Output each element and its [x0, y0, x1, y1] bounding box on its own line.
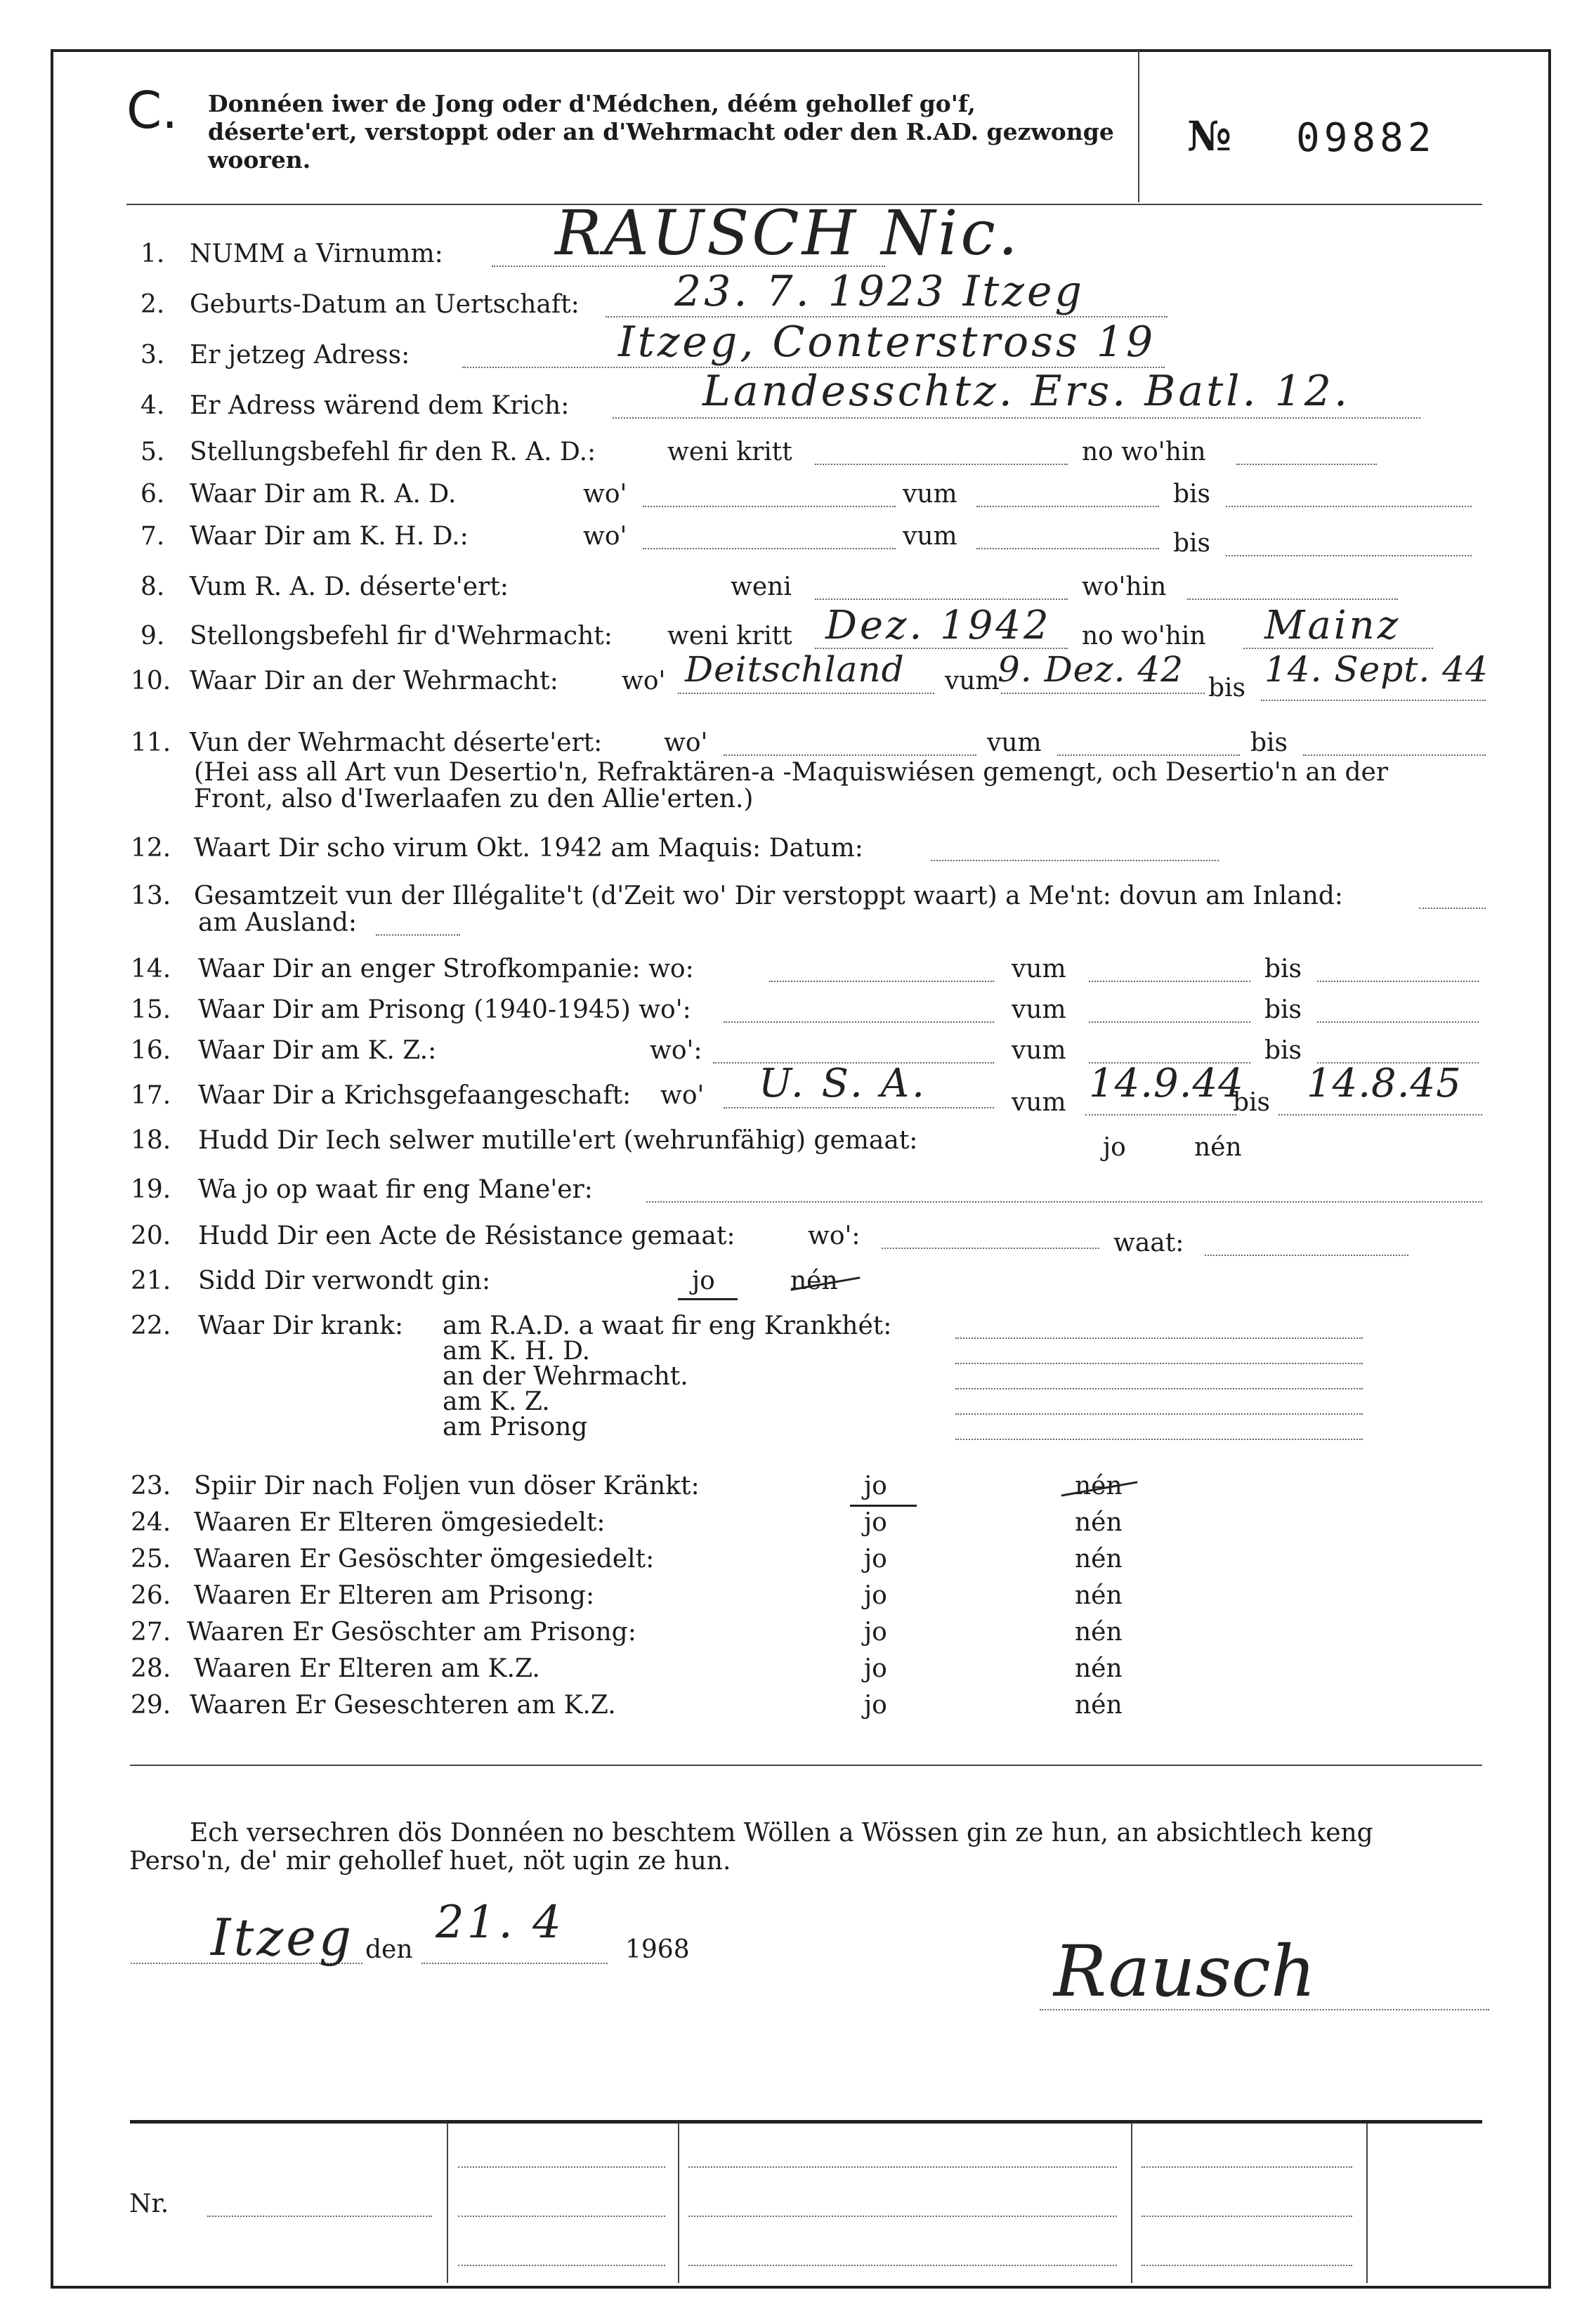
- row-24-yes[interactable]: jo: [864, 1508, 887, 1537]
- row-20-w2: waat:: [1113, 1229, 1184, 1257]
- row-7-line-1: [643, 548, 896, 549]
- row-11-w2: vum: [987, 728, 1042, 757]
- row-14-label: Waar Dir an enger Strofkompanie: wo:: [198, 955, 694, 983]
- row-10-w3: bis: [1208, 674, 1246, 702]
- row-6-w3: bis: [1173, 480, 1211, 509]
- row-19-label: Wa jo op waat fir eng Mane'er:: [198, 1175, 593, 1204]
- row-1-num: 1.: [140, 240, 165, 268]
- row-19-num: 19.: [131, 1175, 171, 1204]
- row-10-v1[interactable]: Deitschland: [685, 649, 905, 690]
- row-24-no[interactable]: nén: [1075, 1508, 1123, 1537]
- row-22-sub-3: an der Wehrmacht.: [443, 1362, 688, 1391]
- row-7-num: 7.: [140, 522, 165, 551]
- row-11-w3: bis: [1250, 728, 1288, 757]
- footer-nr-line: [207, 2216, 432, 2217]
- row-18-yes[interactable]: jo: [1103, 1133, 1126, 1162]
- row-4-line: [613, 417, 1420, 419]
- row-26-num: 26.: [131, 1581, 171, 1610]
- row-16-w1: wo':: [650, 1036, 702, 1065]
- row-20-label: Hudd Dir een Acte de Résistance gemaat:: [198, 1222, 735, 1250]
- row-17-w2: vum: [1012, 1088, 1066, 1117]
- number-sign: №: [1187, 112, 1232, 160]
- row-19-line: [646, 1201, 1482, 1203]
- row-29-no[interactable]: nén: [1075, 1691, 1123, 1720]
- row-10-v3[interactable]: 14. Sept. 44: [1264, 649, 1489, 690]
- row-29-yes[interactable]: jo: [864, 1691, 887, 1720]
- row-7-label: Waar Dir am K. H. D.:: [190, 522, 469, 551]
- row-29-num: 29.: [131, 1691, 171, 1720]
- row-21-yes[interactable]: jo: [692, 1267, 715, 1295]
- row-15-line-3: [1317, 1021, 1479, 1023]
- signature-date[interactable]: 21. 4: [436, 1897, 564, 1949]
- row-11-note-1: (Hei ass all Art vun Desertio'n, Refraktären-a -Maquiswiésen gemengt, och Desertio'n an der: [194, 758, 1389, 787]
- footer-c1-l3: [458, 2265, 665, 2266]
- row-1-label: NUMM a Virnumm:: [190, 240, 443, 268]
- row-17-line-2: [1085, 1114, 1236, 1116]
- row-9-v2[interactable]: Mainz: [1264, 603, 1401, 648]
- row-18-no[interactable]: nén: [1194, 1133, 1242, 1162]
- row-4-value[interactable]: Landesschtz. Ers. Batl. 12.: [702, 367, 1351, 416]
- row-3-value[interactable]: Itzeg, Conterstross 19: [618, 318, 1156, 367]
- row-7-line-3: [1226, 555, 1472, 556]
- row-10-line-3: [1261, 700, 1486, 701]
- row-22-line-5: [955, 1439, 1363, 1440]
- footer-col-1: [447, 2123, 448, 2283]
- row-28-num: 28.: [131, 1654, 171, 1683]
- footer-col-4: [1366, 2123, 1368, 2283]
- row-6-line-3: [1226, 506, 1472, 507]
- row-15-line-2: [1089, 1021, 1250, 1023]
- row-14-w2: vum: [1012, 955, 1066, 983]
- row-9-label: Stellongsbefehl fir d'Wehrmacht:: [190, 622, 613, 650]
- form-number: 09882: [1296, 115, 1436, 161]
- row-10-w2: vum: [945, 667, 1000, 695]
- row-6-line-1: [643, 506, 896, 507]
- row-6-line-2: [976, 506, 1159, 507]
- row-20-line-1: [882, 1248, 1099, 1249]
- row-23-num: 23.: [131, 1472, 171, 1500]
- row-18-label: Hudd Dir Iech selwer mutille'ert (wehrunfähig) gemaat:: [198, 1126, 918, 1155]
- row-17-v3[interactable]: 14.8.45: [1307, 1061, 1462, 1106]
- row-8-line-2: [1187, 598, 1398, 600]
- row-11-note-2: Front, also d'Iwerlaafen zu den Allie'erten.): [194, 785, 754, 813]
- row-10-num: 10.: [131, 667, 171, 695]
- row-24-num: 24.: [131, 1508, 171, 1537]
- row-28-no[interactable]: nén: [1075, 1654, 1123, 1683]
- date-line: [421, 1963, 608, 1964]
- row-27-yes[interactable]: jo: [864, 1618, 887, 1647]
- row-8-num: 8.: [140, 573, 165, 601]
- row-7-w3: bis: [1173, 529, 1211, 558]
- row-17-v2[interactable]: 14.9.44: [1089, 1061, 1244, 1106]
- row-23-yes-underline: [850, 1505, 917, 1507]
- footer-c3-l1: [1142, 2166, 1352, 2168]
- footer-c3-l2: [1142, 2216, 1352, 2217]
- header-title: Donnéen iwer de Jong oder d'Médchen, déém gehollef go'f, déserte'ert, verstoppt oder an d'Wehrmacht oder den R.AD. gezwonge wooren.: [208, 90, 1114, 174]
- row-14-num: 14.: [131, 955, 171, 983]
- row-9-w1: weni kritt: [667, 622, 792, 650]
- row-24-label: Waaren Er Elteren ömgesiedelt:: [194, 1508, 606, 1537]
- row-22-sub-4: am K. Z.: [443, 1387, 550, 1416]
- row-22-sub-1: am R.A.D. a waat fir eng Krankhét:: [443, 1311, 892, 1340]
- row-4-label: Er Adress wärend dem Krich:: [190, 391, 570, 420]
- section-letter: C.: [126, 81, 178, 140]
- row-21-label: Sidd Dir verwondt gin:: [198, 1267, 491, 1295]
- signature-den: den: [365, 1935, 413, 1964]
- row-3-label: Er jetzeg Adress:: [190, 341, 410, 369]
- row-22-sub-2: am K. H. D.: [443, 1337, 591, 1366]
- footer-c2-l3: [688, 2265, 1117, 2266]
- row-7-w1: wo': [583, 522, 627, 551]
- row-16-num: 16.: [131, 1036, 171, 1065]
- row-23-no[interactable]: nén: [1075, 1472, 1123, 1500]
- row-3-num: 3.: [140, 341, 165, 369]
- row-15-w2: vum: [1012, 995, 1066, 1024]
- row-17-line-1: [724, 1107, 994, 1108]
- row-27-num: 27.: [131, 1618, 171, 1647]
- row-23-label: Spiir Dir nach Foljen vun döser Kränkt:: [194, 1472, 700, 1500]
- row-13-line-2: [376, 934, 460, 936]
- declaration-line-1: Ech versechren dös Donnéen no beschtem Wöllen a Wössen gin ze hun, an absichtlech keng: [190, 1819, 1373, 1847]
- row-5-num: 5.: [140, 438, 165, 466]
- row-11-w1: wo': [664, 728, 708, 757]
- row-16-w2: vum: [1012, 1036, 1066, 1065]
- row-5-w1: weni kritt: [667, 438, 792, 466]
- row-14-w3: bis: [1264, 955, 1302, 983]
- row-9-num: 9.: [140, 622, 165, 650]
- row-4-num: 4.: [140, 391, 165, 420]
- row-5-line-2: [1236, 464, 1377, 465]
- row-28-yes[interactable]: jo: [864, 1654, 887, 1683]
- row-15-label: Waar Dir am Prisong (1940-1945) wo':: [198, 995, 691, 1024]
- row-9-w2: no wo'hin: [1082, 622, 1206, 650]
- row-29-label: Waaren Er Geseschteren am K.Z.: [190, 1691, 616, 1720]
- row-20-w1: wo':: [808, 1222, 861, 1250]
- row-22-line-4: [955, 1413, 1363, 1415]
- signature-place[interactable]: Itzeg: [211, 1908, 355, 1967]
- footer-c2-l2: [688, 2216, 1117, 2217]
- row-13-num: 13.: [131, 882, 171, 910]
- row-26-no[interactable]: nén: [1075, 1581, 1123, 1610]
- row-2-label: Geburts-Datum an Uertschaft:: [190, 290, 580, 319]
- row-22-num: 22.: [131, 1311, 171, 1340]
- row-21-yes-underline: [678, 1298, 738, 1300]
- footer-col-2: [678, 2123, 679, 2283]
- row-15-w3: bis: [1264, 995, 1302, 1024]
- row-10-w1: wo': [622, 667, 666, 695]
- row-14-line-3: [1317, 981, 1479, 982]
- row-26-label: Waaren Er Elteren am Prisong:: [194, 1581, 595, 1610]
- footer-c3-l3: [1142, 2265, 1352, 2266]
- row-8-w2: wo'hin: [1082, 573, 1167, 601]
- row-17-w3: bis: [1233, 1088, 1271, 1117]
- row-7-w2: vum: [903, 522, 957, 551]
- row-27-no[interactable]: nén: [1075, 1618, 1123, 1647]
- footer-col-3: [1131, 2123, 1132, 2283]
- row-2-value[interactable]: 23. 7. 1923 Itzeg: [674, 267, 1085, 316]
- row-2-num: 2.: [140, 290, 165, 319]
- row-25-yes[interactable]: jo: [864, 1545, 887, 1574]
- row-16-label: Waar Dir am K. Z.:: [198, 1036, 437, 1065]
- row-6-w1: wo': [583, 480, 627, 509]
- row-22-label: Waar Dir krank:: [198, 1311, 404, 1340]
- row-21-no[interactable]: nén: [790, 1267, 838, 1295]
- footer-nr: Nr.: [129, 2190, 169, 2218]
- row-1-value[interactable]: RAUSCH Nic.: [555, 197, 1021, 269]
- header-divider: [1138, 51, 1139, 202]
- row-21-num: 21.: [131, 1267, 171, 1295]
- row-27-label: Waaren Er Gesöschter am Prisong:: [187, 1618, 636, 1647]
- row-12-num: 12.: [131, 834, 171, 863]
- row-17-line-3: [1278, 1114, 1482, 1116]
- row-17-num: 17.: [131, 1081, 171, 1110]
- footer-rule-thick: [130, 2120, 1482, 2124]
- row-9-v1[interactable]: Dez. 1942: [825, 603, 1052, 648]
- row-22-line-1: [955, 1337, 1363, 1339]
- row-7-line-2: [976, 548, 1159, 549]
- row-8-label: Vum R. A. D. déserte'ert:: [190, 573, 509, 601]
- row-15-num: 15.: [131, 995, 171, 1024]
- row-6-label: Waar Dir am R. A. D.: [190, 480, 457, 509]
- row-10-label: Waar Dir an der Wehrmacht:: [190, 667, 558, 695]
- row-23-yes[interactable]: jo: [864, 1472, 887, 1500]
- row-17-v1[interactable]: U. S. A.: [759, 1061, 927, 1106]
- row-10-line-1: [678, 693, 934, 694]
- signature-year: 1968: [625, 1935, 690, 1964]
- row-11-num: 11.: [131, 728, 171, 757]
- row-25-no[interactable]: nén: [1075, 1545, 1123, 1574]
- row-15-line-1: [724, 1021, 994, 1023]
- row-6-num: 6.: [140, 480, 165, 509]
- row-14-line-1: [769, 981, 994, 982]
- row-10-line-2: [1001, 693, 1205, 694]
- row-22-sub-5: am Prisong: [443, 1413, 588, 1441]
- row-5-line-1: [815, 464, 1068, 465]
- row-13-cont: am Ausland:: [198, 908, 358, 937]
- row-11-line-3: [1303, 754, 1486, 756]
- row-28-label: Waaren Er Elteren am K.Z.: [194, 1654, 540, 1683]
- row-5-label: Stellungsbefehl fir den R. A. D.:: [190, 438, 596, 466]
- row-12-line: [931, 860, 1219, 861]
- row-18-num: 18.: [131, 1126, 171, 1155]
- row-5-w2: no wo'hin: [1082, 438, 1206, 466]
- row-26-yes[interactable]: jo: [864, 1581, 887, 1610]
- row-17-label: Waar Dir a Krichsgefaangeschaft:: [198, 1081, 632, 1110]
- row-25-label: Waaren Er Gesöschter ömgesiedelt:: [194, 1545, 655, 1574]
- row-8-line-1: [815, 598, 1068, 600]
- signature-handwritten[interactable]: Rausch: [1054, 1930, 1316, 2013]
- row-11-label: Vun der Wehrmacht déserte'ert:: [190, 728, 603, 757]
- declaration-top-rule: [130, 1765, 1482, 1766]
- row-11-line-2: [1057, 754, 1240, 756]
- row-20-line-2: [1205, 1255, 1408, 1256]
- footer-c2-l1: [688, 2166, 1117, 2168]
- row-13-label: Gesamtzeit vun der Illégalite't (d'Zeit wo' Dir verstoppt waart) a Me'nt: dovun am Inland:: [194, 882, 1343, 910]
- row-13-line-1: [1419, 908, 1486, 909]
- row-8-w1: weni: [731, 573, 792, 601]
- row-16-w3: bis: [1264, 1036, 1302, 1065]
- footer-c1-l1: [458, 2166, 665, 2168]
- row-6-w2: vum: [903, 480, 957, 509]
- row-22-line-2: [955, 1363, 1363, 1364]
- row-12-label: Waart Dir scho virum Okt. 1942 am Maquis: Datum:: [194, 834, 863, 863]
- declaration-line-2: Perso'n, de' mir gehollef huet, nöt ugin ze hun.: [129, 1847, 731, 1876]
- row-14-line-2: [1089, 981, 1250, 982]
- row-25-num: 25.: [131, 1545, 171, 1574]
- row-20-num: 20.: [131, 1222, 171, 1250]
- row-10-v2[interactable]: 9. Dez. 42: [998, 649, 1184, 690]
- row-11-line-1: [724, 754, 976, 756]
- row-22-line-3: [955, 1388, 1363, 1389]
- footer-c1-l2: [458, 2216, 665, 2217]
- row-17-w1: wo': [660, 1081, 705, 1110]
